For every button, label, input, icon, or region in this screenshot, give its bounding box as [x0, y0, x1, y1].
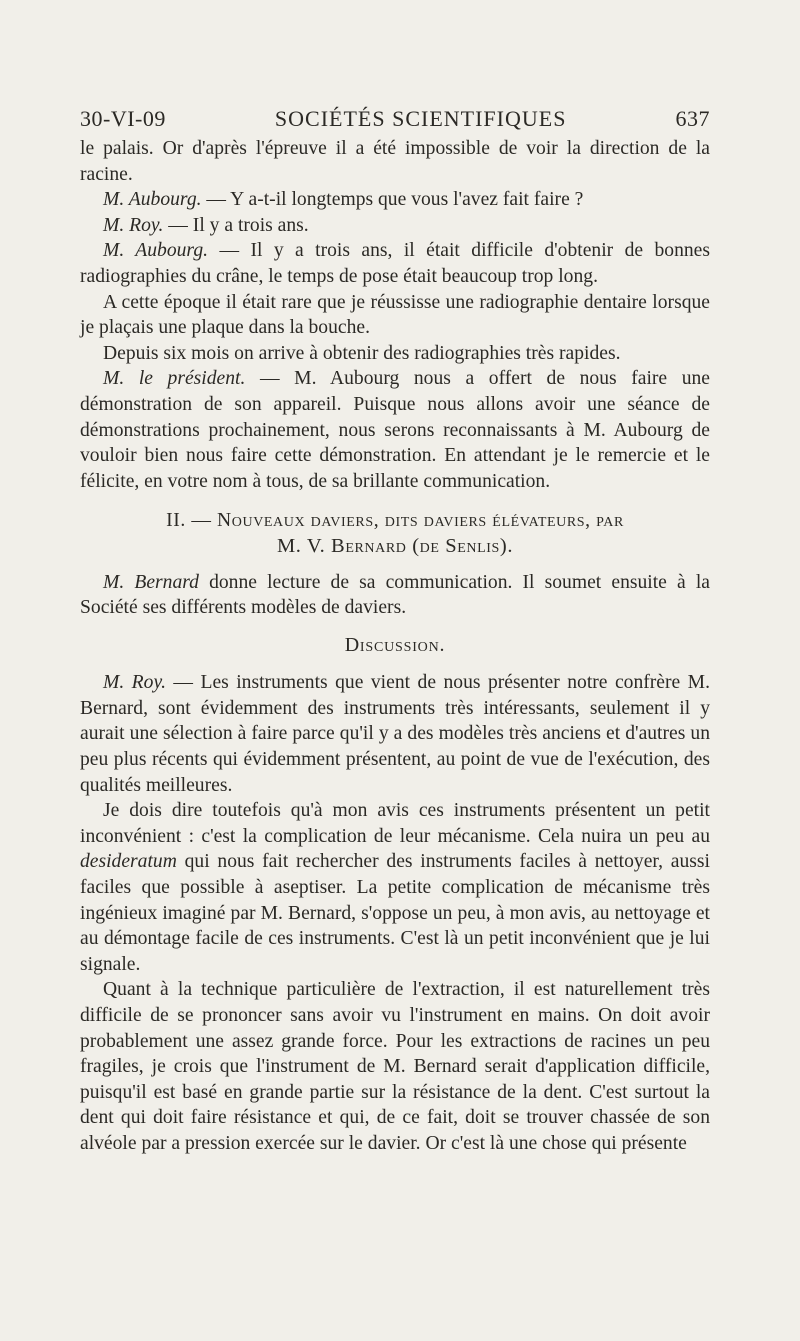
paragraph-5: A cette époque il était rare que je réussisse une radiographie dentaire lorsque je plaçais une plaque dans la bouche.	[80, 291, 710, 339]
speaker-name: M. Roy.	[103, 214, 164, 236]
header-date: 30-VI-09	[80, 106, 166, 131]
header-title: SOCIÉTÉS SCIENTIFIQUES	[274, 106, 567, 131]
latin-term: desideratum	[80, 851, 177, 873]
running-header	[80, 106, 710, 132]
speaker-name: M. Roy.	[103, 672, 166, 694]
paragraph-3: M. Roy. — Il y a trois ans.	[103, 214, 309, 236]
paragraph-2: M. Aubourg. — Y a-t-il longtemps que vous l'avez fait faire ?	[103, 189, 584, 211]
paragraph-6: Depuis six mois on arrive à obtenir des radiographies très rapides.	[103, 342, 621, 364]
speaker-name: M. Bernard	[103, 571, 199, 593]
paragraph-1: le palais. Or d'après l'épreuve il a été impossible de voir la direction de la racine.	[80, 138, 710, 185]
page-number: 637	[675, 106, 710, 131]
page-body	[80, 136, 710, 1157]
paragraph-4: M. Aubourg. — Il y a trois ans, il était difficile d'obtenir de bonnes radiographies du crâne, le temps de pose était beaucoup trop long.	[80, 240, 710, 287]
section-heading	[80, 508, 710, 559]
speaker-name: M. Aubourg.	[103, 240, 209, 262]
speaker-name: M. Aubourg.	[103, 189, 202, 211]
section-paragraph-1: M. Bernard donne lecture de sa communication. Il soumet ensuite à la Société ses différents modèles de daviers.	[80, 571, 710, 619]
discussion-paragraph-1: M. Roy. — Les instruments que vient de nous présenter notre confrère M. Bernard, sont évidemment des instruments très intéressants, seulement il y aurait une sélection à faire parce qu'il y a des modèles très anciens et d'autres un peu plus récents qui évidemment présentent, au point de vue de l'exécution, des qualités meilleures.	[80, 672, 710, 796]
discussion-paragraph-3: Quant à la technique particulière de l'extraction, il est naturellement très difficile de se prononcer sans avoir vu l'instrument en mains. On doit avoir probablement une assez grande force. Pour les extractions de racines un peu fragiles, je crois que l'instrument de M. Bernard serait d'application difficile, puisqu'il est basé en grande partie sur la résistance de la dent. C'est surtout la dent qui doit faire résistance et qui, de ce fait, doit se trouver chassée de son alvéole par a pression exercée sur le davier. Or c'est là une chose qui présente	[80, 979, 710, 1154]
section-heading-line-2: M. V. Bernard (de Senlis).	[276, 534, 514, 557]
speaker-name: M. le président.	[103, 368, 246, 390]
discussion-paragraph-2: Je dois dire toutefois qu'à mon avis ces instruments présentent un petit inconvénient : c'est la complication de leur mécanisme. Cela nuira un peu au desideratum qui nous fait rechercher des instruments faciles à nettoyer, aussi faciles que possible à aseptiser. La petite complication de mécanisme très ingénieux imaginé par M. Bernard, s'oppose un peu, à mon avis, au nettoyage et au démontage facile de ces instruments. C'est là un petit inconvénient que je lui signale.	[80, 800, 710, 975]
discussion-heading: Discussion.	[344, 633, 446, 656]
section-heading-line-1: II. — Nouveaux daviers, dits daviers élévateurs, par	[166, 510, 624, 532]
paragraph-7: M. le président. — M. Aubourg nous a offert de nous faire une démonstration de son appareil. Puisque nous allons avoir une séance de démonstrations prochainement, nous serons reconnaissants à M. Aubourg de vouloir bien nous faire cette démonstration. En attendant je le remercie et le félicite, en votre nom à tous, de sa brillante communication.	[80, 368, 710, 492]
